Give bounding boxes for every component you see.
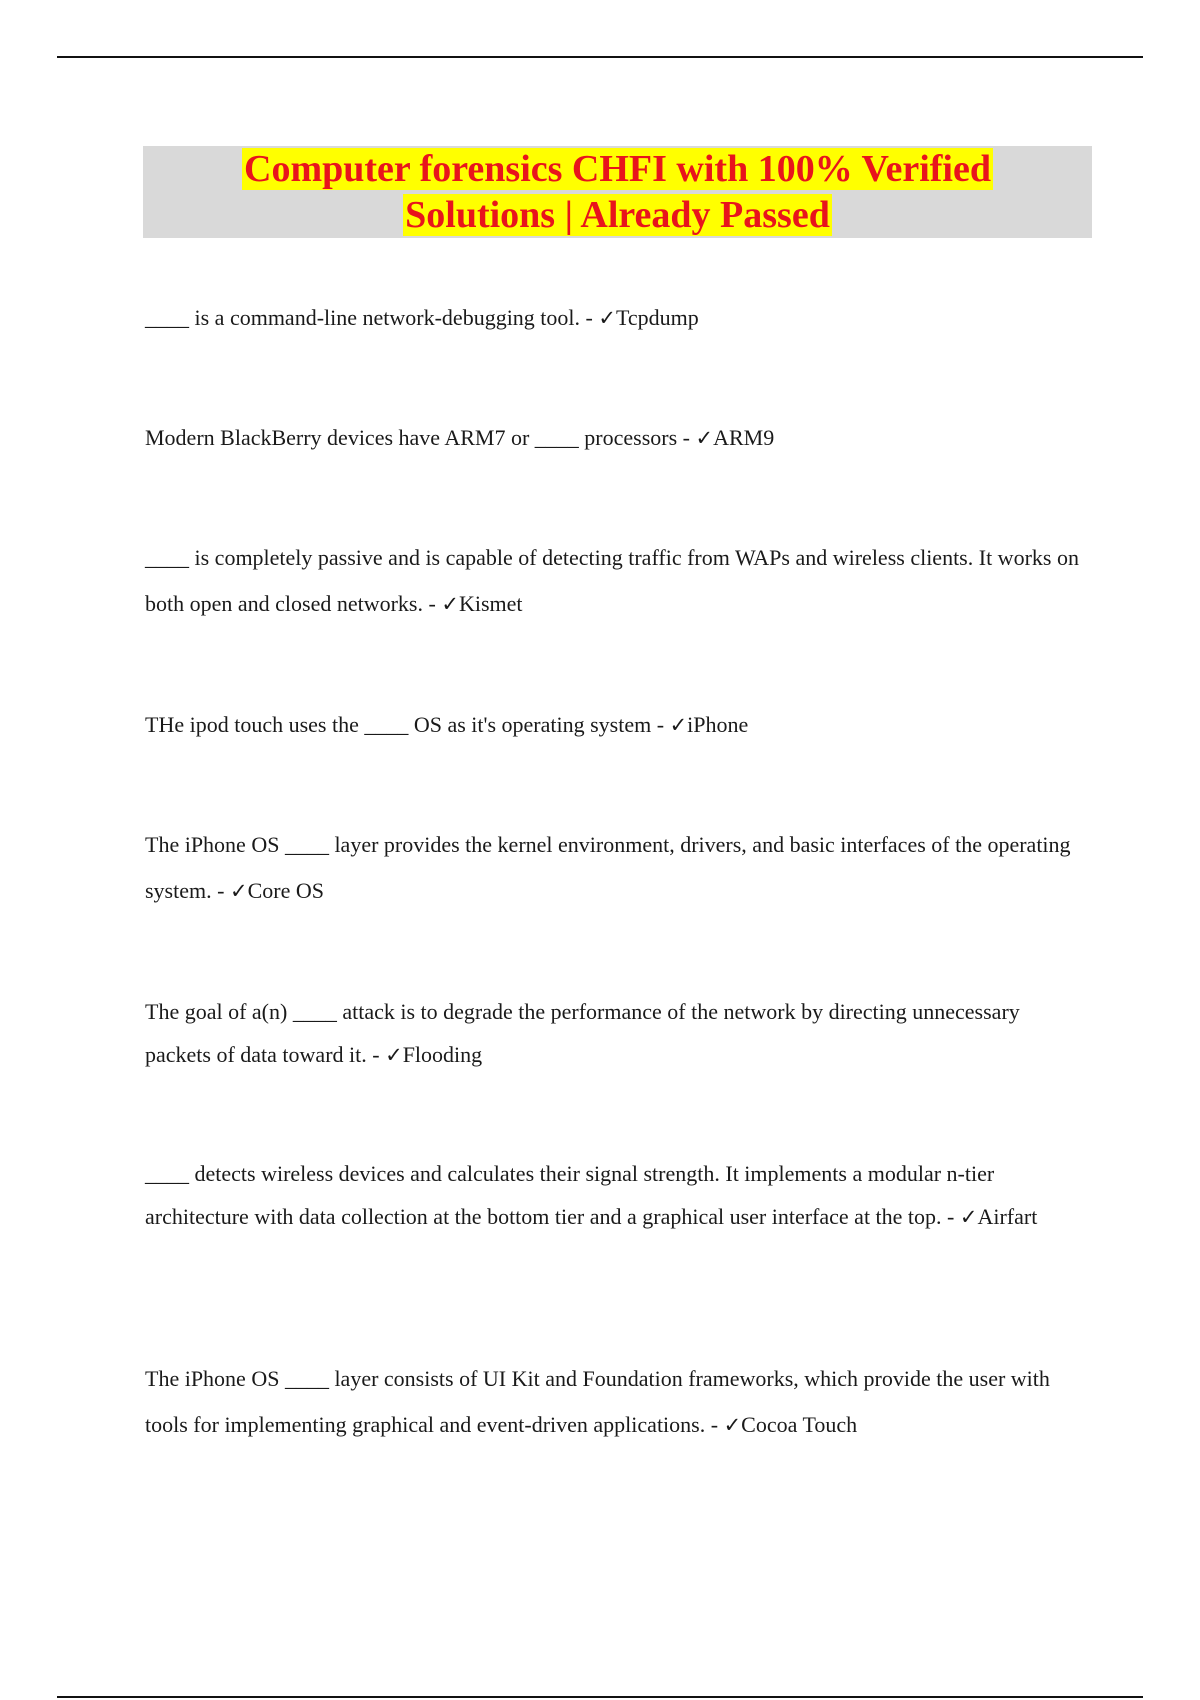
answer-text: Flooding bbox=[402, 1042, 483, 1067]
qa-item-4 bbox=[145, 702, 1085, 748]
answer-text: Cocoa Touch bbox=[741, 1412, 858, 1437]
qa-item-8 bbox=[145, 1356, 1085, 1448]
title-line-1: Computer forensics CHFI with 100% Verified bbox=[244, 148, 991, 190]
question-text: The goal of a(n) ____ attack is to degrade the performance of the network by directing unnecessary packets of data toward it. - bbox=[145, 999, 1020, 1067]
checkmark-icon: ✓ bbox=[959, 1205, 978, 1229]
question-text: ____ is a command-line network-debugging tool. - bbox=[145, 305, 599, 330]
question-text: ____ is completely passive and is capable of detecting traffic from WAPs and wireless clients. It works on both open and closed networks. - bbox=[145, 545, 1079, 616]
checkmark-icon: ✓ bbox=[441, 592, 459, 616]
document-title bbox=[242, 146, 993, 238]
checkmark-icon: ✓ bbox=[229, 879, 248, 903]
checkmark-icon: ✓ bbox=[669, 713, 688, 737]
question-text: The iPhone OS ____ layer provides the kernel environment, drivers, and basic interfaces of the operating system. - bbox=[145, 832, 1071, 903]
qa-item-1 bbox=[145, 295, 1085, 341]
title-banner bbox=[143, 146, 1092, 238]
qa-item-6 bbox=[145, 990, 1085, 1077]
answer-text: ARM9 bbox=[713, 425, 775, 450]
answer-text: Core OS bbox=[247, 878, 324, 903]
question-text: Modern BlackBerry devices have ARM7 or ____ processors - bbox=[145, 425, 696, 450]
question-text: ____ detects wireless devices and calculates their signal strength. It implements a modular n-tier architecture with data collection at the bottom tier and a graphical user interface at the top. - bbox=[145, 1161, 995, 1229]
qa-item-5 bbox=[145, 822, 1085, 914]
answer-text: iPhone bbox=[687, 712, 749, 737]
answer-text: Airfart bbox=[977, 1204, 1038, 1229]
answer-text: Kismet bbox=[458, 591, 523, 616]
checkmark-icon: ✓ bbox=[723, 1413, 742, 1437]
qa-item-2 bbox=[145, 415, 1085, 461]
title-line-2: Solutions | Already Passed bbox=[405, 194, 830, 236]
question-text: THe ipod touch uses the ____ OS as it's operating system - bbox=[145, 712, 670, 737]
question-text: The iPhone OS ____ layer consists of UI Kit and Foundation frameworks, which provide the user with tools for implementing graphical and event-driven applications. - bbox=[145, 1366, 1050, 1437]
checkmark-icon: ✓ bbox=[385, 1043, 403, 1067]
checkmark-icon: ✓ bbox=[598, 306, 616, 330]
qa-item-7 bbox=[145, 1152, 1085, 1239]
qa-item-3 bbox=[145, 535, 1085, 627]
answer-text: Tcpdump bbox=[615, 305, 699, 330]
top-rule bbox=[57, 56, 1143, 58]
bottom-rule bbox=[57, 1696, 1143, 1698]
checkmark-icon: ✓ bbox=[695, 426, 714, 450]
